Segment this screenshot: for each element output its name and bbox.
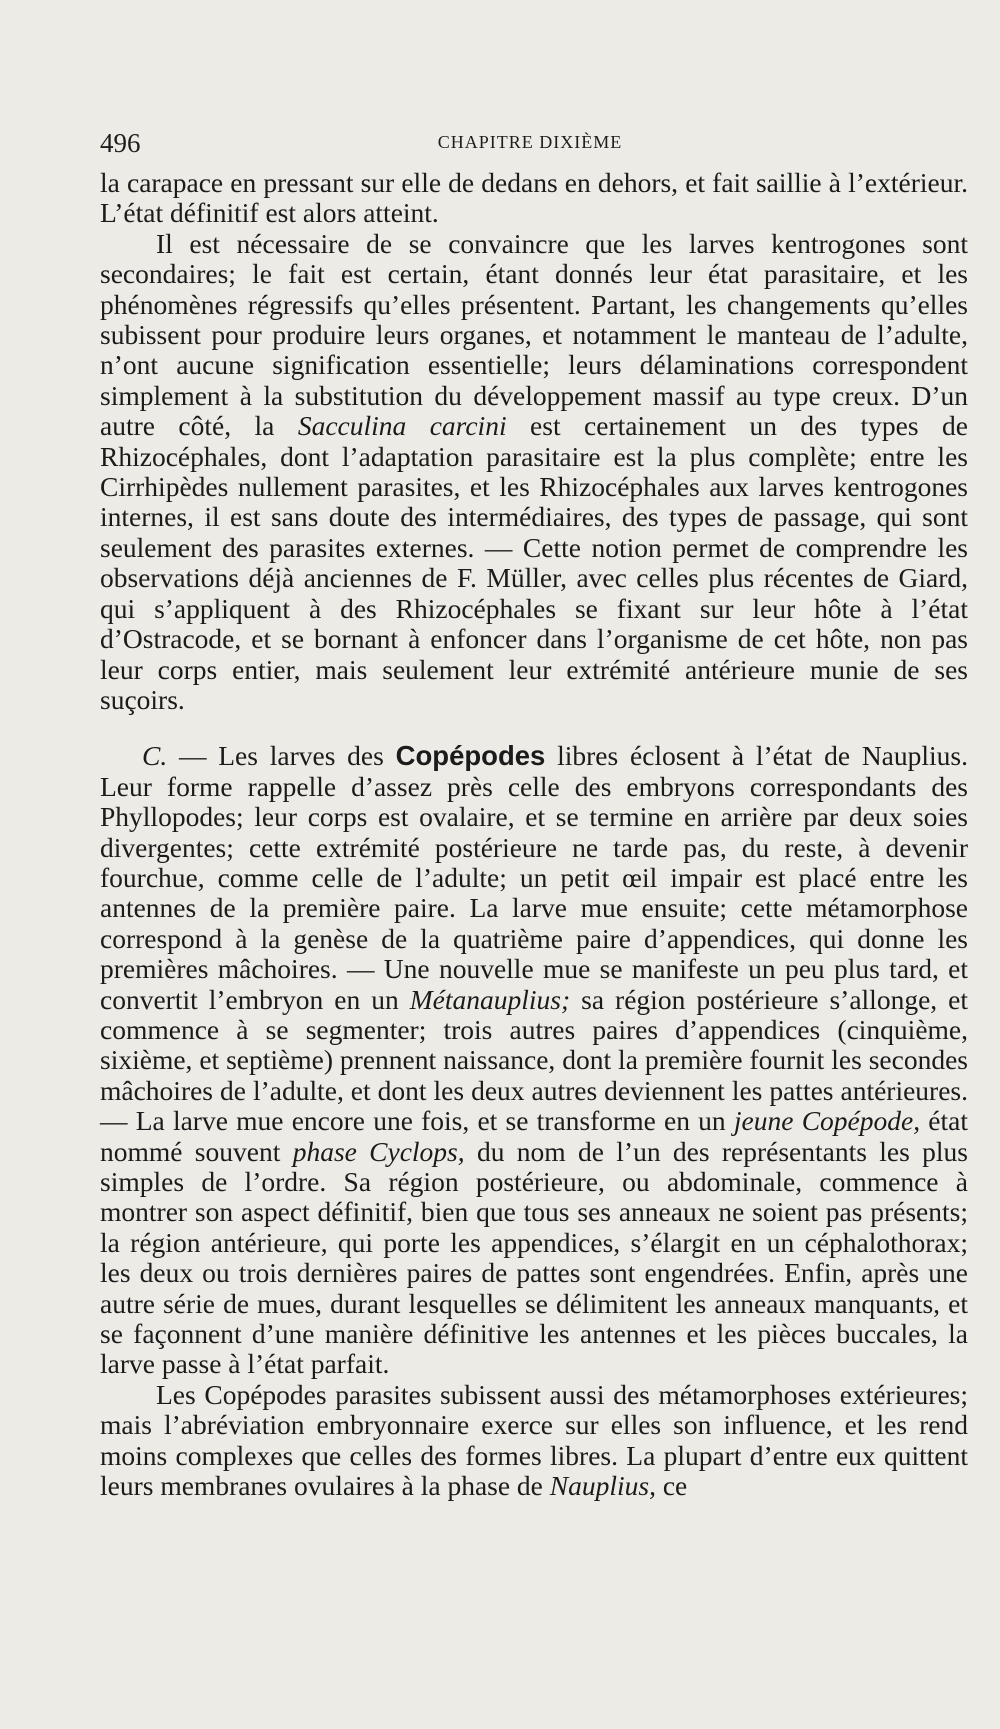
paragraph-kentrogones	[100, 229, 968, 716]
page-number: 496	[100, 128, 141, 158]
paragraph-copepodes	[100, 741, 968, 1380]
paragraph-4-part-1: Les Copépodes parasites subissent aussi des métamorphoses extérieures; mais l’abréviation embryonnaire exerce sur elles son influence, et les rend moins complexes que celles des formes libres. La plupart d’entre eux quittent leurs membranes ovulaires à la phase de	[100, 1378, 968, 1502]
section-dash: — Les larves des	[167, 740, 396, 772]
section-label: C.	[142, 740, 168, 772]
term-nauplius: Nauplius,	[549, 1470, 656, 1502]
paragraph-1-text: la carapace en pressant sur elle de dedans en dehors, et fait saillie à l’extérieur. L’état définitif est alors atteint.	[100, 167, 968, 229]
paragraph-4-part-2: ce	[655, 1470, 688, 1502]
paragraph-parasites	[100, 1380, 968, 1502]
page-header	[100, 128, 960, 168]
paragraph-continuation	[100, 168, 968, 229]
bold-term-copepodes: Copépodes	[395, 740, 546, 772]
term-jeune-copepode: jeune Copépode,	[733, 1105, 921, 1137]
paragraph-3-part-2: sa région postérieure s’allonge, et commence à se segmenter; trois autres paires d’appendices (cinquième, sixième, et septième) prennent naissance, dont la première fournit les secondes mâchoires de l’adulte, et dont les deux autres deviennent les pattes antérieures. — La larve mue encore une fois, et se transforme en un	[100, 983, 968, 1137]
running-title: CHAPITRE DIXIÈME	[437, 132, 623, 152]
term-metanauplius: Métanauplius;	[409, 983, 571, 1015]
species-name-sacculina: Sacculina carcini	[297, 410, 507, 442]
paragraph-3-part-4: du nom de l’un des représentants les plus simples de l’ordre. Sa région postérieure, ou abdominale, commence à montrer son aspect définitif, bien que tous ses anneaux ne soient pas présents; la région antérieure, qui porte les appendices, s’élargit en un céphalothorax; les deux ou trois dernières paires de pattes sont engendrées. Enfin, après une autre série de mues, durant lesquelles se délimitent les anneaux manquants, et se façonnent d’une manière définitive les antennes et les pièces buccales, la larve passe à l’état parfait.	[100, 1135, 968, 1380]
term-phase-cyclops: phase Cyclops,	[292, 1135, 465, 1167]
paragraph-3-part-1: libres éclosent à l’état de Nauplius. Leur forme rappelle d’assez près celle des embryons correspondants des Phyllopodes; leur corps est ovalaire, et se termine en arrière par deux soies divergentes; cette extrémité postérieure ne tarde pas, du reste, à devenir fourchue, comme celle de l’adulte; un petit œil impair est placé entre les antennes de la première paire. La larve mue ensuite; cette métamorphose correspond à la genèse de la quatrième paire d’appendices, qui donne les premières mâchoires. — Une nouvelle mue se manifeste un peu plus tard, et convertit l’embryon en un	[100, 740, 968, 1015]
paragraph-2-part-1: Il est nécessaire de se convaincre que les larves kentrogones sont secondaires; le fait est certain, étant donnés leur état parasitaire, et les phénomènes régressifs qu’elles présentent. Partant, les changements qu’elles subissent pour produire leurs organes, et notamment le manteau de l’adulte, n’ont aucune signification essentielle; leurs délaminations correspondent simplement à la substitution du développement massif au type creux. D’un autre côté, la	[100, 227, 968, 442]
body-text	[100, 168, 968, 1501]
paragraph-2-part-2: est certainement un des types de Rhizocéphales, dont l’adaptation parasitaire est la plus complète; entre les Cirrhipèdes nullement parasites, et les Rhizocéphales aux larves kentrogones internes, il est sans doute des intermédiaires, des types de passage, qui sont seulement des parasites externes. — Cette notion permet de comprendre les observations déjà anciennes de F. Müller, avec celles plus récentes de Giard, qui s’appliquent à des Rhizocéphales se fixant sur leur hôte à l’état d’Ostracode, et se bornant à enfoncer dans l’organisme de cet hôte, non pas leur corps entier, mais seulement leur extrémité antérieure munie de ses suçoirs.	[100, 410, 968, 715]
paragraph-3-part-3: état nommé souvent	[100, 1105, 968, 1167]
